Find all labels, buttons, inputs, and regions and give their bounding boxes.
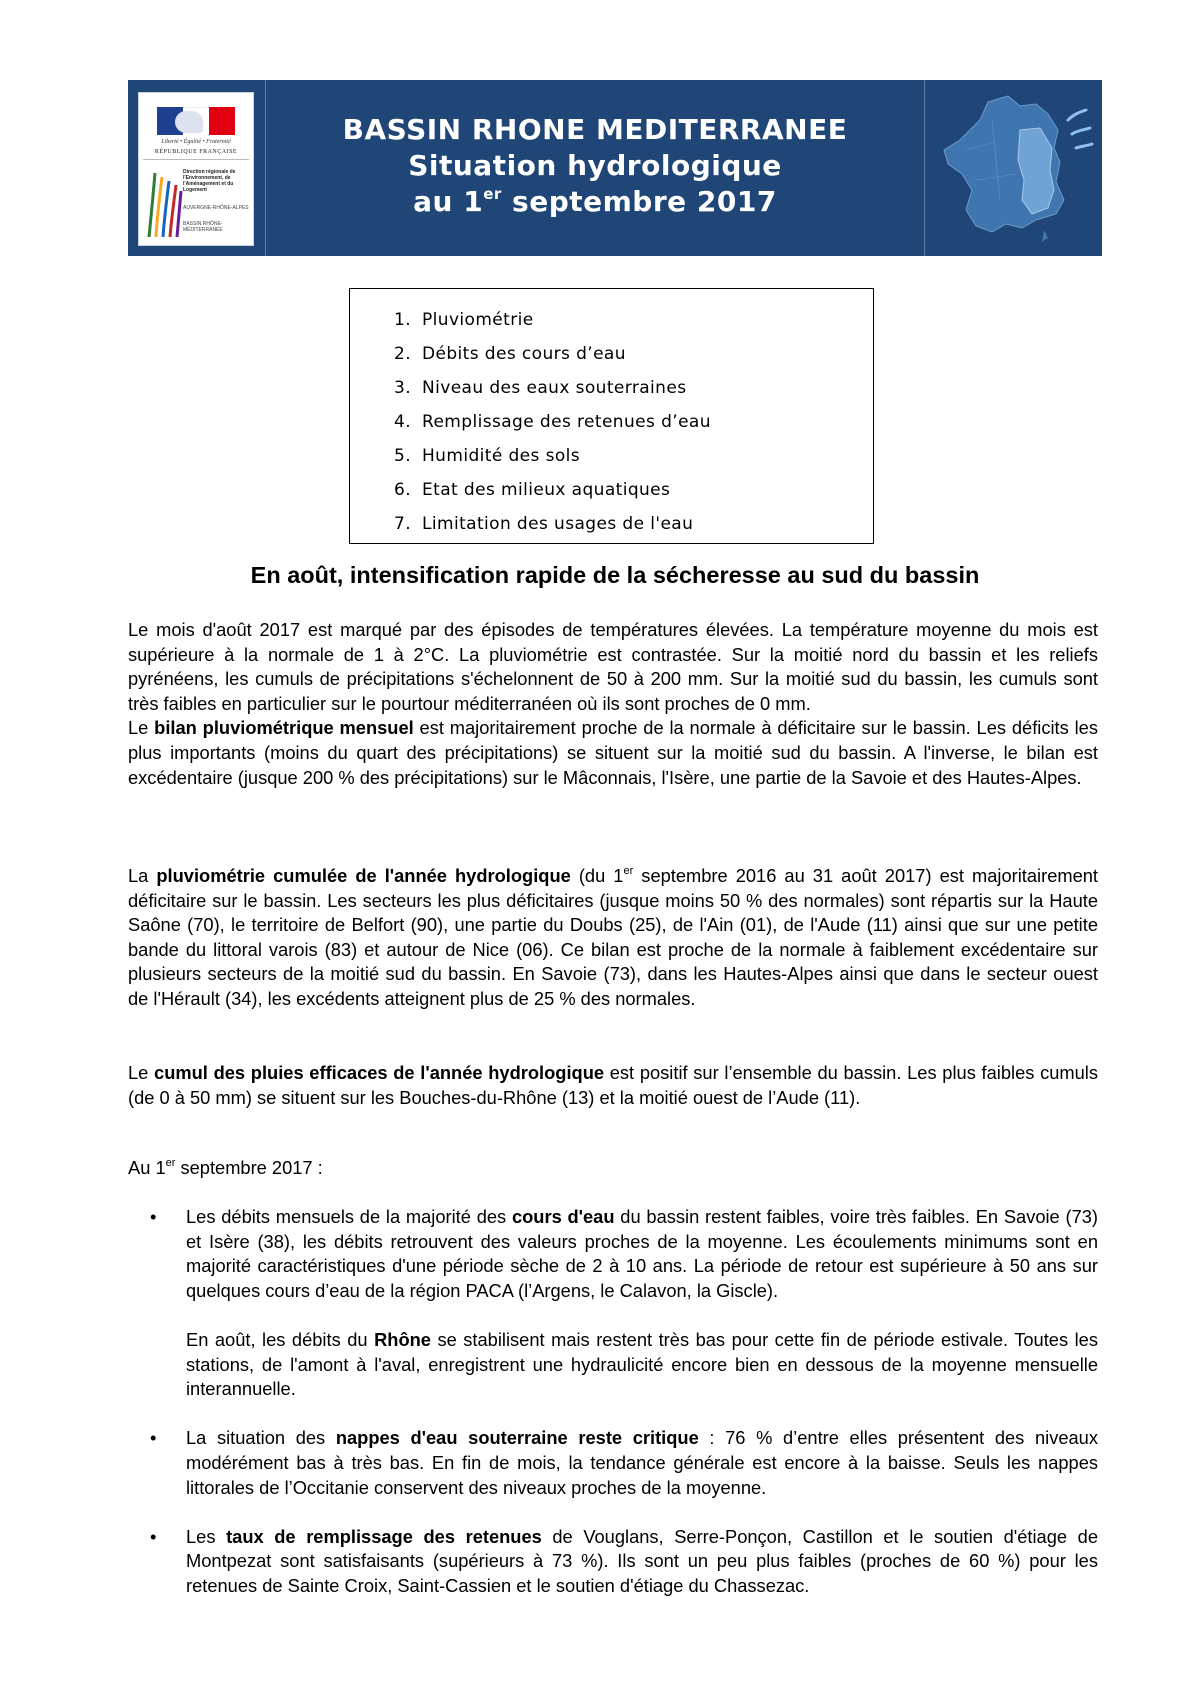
summary-item xyxy=(394,507,711,541)
summary-item-label: Limitation des usages de l'eau xyxy=(422,514,694,534)
title-line-3-sup: er xyxy=(483,185,502,203)
bullet-reservoirs-text xyxy=(186,1525,1098,1599)
p5-post: septembre 2017 : xyxy=(175,1157,323,1178)
summary-box xyxy=(349,288,874,544)
summary-item-number: 7. xyxy=(394,514,412,534)
b2-post: : 76 % d’entre elles présentent des niveaux modérément bas à très bas. En fin de mois, la tendance générale est encore à la baisse. Seuls les nappes littorales de l’Occitanie conservent des niveaux proches de la moyenne. xyxy=(186,1427,1098,1498)
p5-sup: er xyxy=(165,1157,176,1169)
p5-pre: Au 1 xyxy=(128,1157,166,1178)
p3-post: septembre 2016 au 31 août 2017) est majoritairement déficitaire sur le bassin. Les secteurs les plus déficitaires (jusque moins 50 % des normales) sont répartis sur la Haute Saône (70), le territoire de Belfort (90), une partie du Doubs (25), de l'Ain (01), de l'Aude (11) ainsi que sur une petite bande du littoral varois (83) et autour de Nice (06). Ce bilan est proche de la normale à faiblement excédentaire sur plusieurs secteurs de la moitié sud du bassin. En Savoie (73), dans les Hautes-Alpes ainsi que dans le secteur ouest de l'Hérault (34), les excédents atteignent plus de 25 % des normales. xyxy=(128,865,1099,1009)
logo-bassin-text: BASSIN RHÔNE-MÉDITERRANÉE xyxy=(183,221,223,233)
date-intro-block xyxy=(128,1156,1098,1181)
bullet-rhone-text xyxy=(186,1328,1098,1402)
summary-item xyxy=(394,337,711,371)
intro-paragraph-block xyxy=(128,618,1098,790)
bullet-list xyxy=(128,1205,1098,1599)
p3-mid: (du 1 xyxy=(570,865,624,886)
paragraph-date-intro xyxy=(128,1156,1098,1181)
summary-list xyxy=(394,303,711,541)
paragraph-weather: Le mois d'août 2017 est marqué par des épisodes de températures élevées. La température moyenne du mois est supérieure à la normale de 1 à 2°C. La pluviométrie est contrastée. Sur la moitié nord du bassin et les reliefs pyrénéens, les cumuls de précipitations s'échelonnent de 50 à 200 mm. Sur la moitié sud du bassin, les cumuls sont très faibles en particulier sur le pourtour méditerranéen où ils sont proches de 0 mm. xyxy=(128,619,1098,714)
title-line-2: Situation hydrologique xyxy=(408,149,782,182)
summary-item xyxy=(394,303,711,337)
logo-republic: RÉPUBLIQUE FRANÇAISE xyxy=(154,149,238,155)
p3-sup: er xyxy=(623,865,634,877)
b3-post: de Vouglans, Serre-Ponçon, Castillon et le soutien d'étiage de Montpezat sont satisfaisants (supérieurs à 73 %). Ils sont un peu plus faibles (proches de 60 %) pour les retenues de Sainte Croix, Saint-Cassien et le soutien d'étiage du Chassezac. xyxy=(186,1525,1098,1596)
logo-dreal-text: Direction régionale de l'Environnement, de l'Aménagement et du Logement xyxy=(183,169,236,193)
b1b-pre: En août, les débits du xyxy=(186,1328,375,1350)
summary-item-number: 6. xyxy=(394,480,412,500)
bullet-rivers-text xyxy=(186,1205,1098,1303)
p2-post: est majoritairement proche de la normale à déficitaire sur le bassin. Les déficits les plus importants (moins du quart des précipitations) se situent sur la moitié sud du bassin. A l'inverse, le bilan est excédentaire (jusque 200 % des précipitations) sur le Mâconnais, l'Isère, une partie de la Savoie et des Hautes-Alpes. xyxy=(128,717,1098,788)
bullet-symbol: • xyxy=(150,1206,157,1227)
marianne-icon xyxy=(175,111,203,133)
b2-pre: La situation des xyxy=(186,1427,336,1449)
summary-item-number: 3. xyxy=(394,378,412,398)
p3-bold: pluviométrie cumulée de l'année hydrologique xyxy=(156,865,571,886)
bullet-reservoirs xyxy=(128,1525,1098,1599)
title-line-3 xyxy=(266,184,924,220)
summary-item-label: Etat des milieux aquatiques xyxy=(422,480,671,500)
summary-item-number: 1. xyxy=(394,310,412,330)
bullet-symbol: • xyxy=(150,1525,157,1547)
summary-item-label: Débits des cours d’eau xyxy=(422,344,626,364)
summary-item xyxy=(394,405,711,439)
headline: En août, intensification rapide de la sécheresse au sud du bassin xyxy=(250,562,980,588)
p4-post: est positif sur l’ensemble du bassin. Les plus faibles cumuls (de 0 à 50 mm) se situent sur les Bouches-du-Rhône (13) et la moitié ouest de l’Aude (11). xyxy=(128,1062,1098,1108)
summary-item-label: Niveau des eaux souterraines xyxy=(422,378,687,398)
p2-bold: bilan pluviométrique mensuel xyxy=(154,717,414,739)
header-banner xyxy=(128,80,1102,256)
p4-bold: cumul des pluies efficaces de l'année hydrologique xyxy=(154,1062,605,1083)
bullet-groundwater xyxy=(128,1426,1098,1500)
summary-item-label: Remplissage des retenues d’eau xyxy=(422,412,711,432)
banner-separator-right xyxy=(924,80,925,256)
b1-bold: cours d'eau xyxy=(511,1206,615,1227)
summary-item xyxy=(394,439,711,473)
logo-motto: Liberté • Égalité • Fraternité xyxy=(161,139,231,145)
summary-item xyxy=(394,371,711,405)
b1-post: du bassin restent faibles, voire très faibles. En Savoie (73) et Isère (38), les débits retrouvent des valeurs proches de la moyenne. Les écoulements minimums sont en majorité caractéristiques d'une période sèche de 2 à 10 ans. La période de retour est supérieure à 50 ans sur quelques cours d’eau de la région PACA (l’Argens, le Calavon, la Giscle). xyxy=(186,1206,1099,1301)
page-title xyxy=(266,112,924,220)
b1-pre: Les débits mensuels de la majorité des xyxy=(186,1206,512,1227)
paragraph-cumulative-rainfall xyxy=(128,864,1098,1012)
b1b-post: se stabilisent mais restent très bas pour cette fin de période estivale. Toutes les stations, de l'amont à l'aval, enregistrent une hydraulicité encore bien en dessous de la moyenne mensuelle interannuelle. xyxy=(186,1328,1098,1400)
summary-item-number: 2. xyxy=(394,344,412,364)
bullet-rivers xyxy=(128,1205,1098,1402)
summary-item-label: Humidité des sols xyxy=(422,446,581,466)
title-line-3-pre: au 1 xyxy=(413,185,484,218)
flag-red-band xyxy=(209,107,235,135)
paragraph-monthly-balance xyxy=(128,716,1098,790)
p4-pre: Le xyxy=(128,1062,155,1083)
b1b-bold: Rhône xyxy=(374,1328,431,1350)
france-basin-map-icon xyxy=(936,90,1096,246)
summary-item-number: 5. xyxy=(394,446,412,466)
p3-pre: La xyxy=(128,865,157,886)
bullet-symbol: • xyxy=(150,1427,157,1449)
b2-bold: nappes d'eau souterraine reste critique xyxy=(335,1427,699,1449)
effective-rain-block xyxy=(128,1061,1098,1110)
logo-region-text: AUVERGNE-RHÔNE-ALPES xyxy=(183,205,249,211)
dreal-strokes-icon xyxy=(145,167,185,239)
government-logo xyxy=(138,92,254,246)
summary-item-label: Pluviométrie xyxy=(422,310,534,330)
bullet-groundwater-text xyxy=(186,1426,1098,1500)
p2-pre: Le xyxy=(128,717,155,739)
paragraph-effective-rain xyxy=(128,1061,1098,1110)
title-line-3-post: septembre 2017 xyxy=(501,185,777,218)
summary-item xyxy=(394,473,711,507)
cumulative-rainfall-block xyxy=(128,864,1098,1012)
b3-pre: Les xyxy=(186,1525,227,1547)
title-line-1: BASSIN RHONE MEDITERRANEE xyxy=(342,113,848,146)
summary-item-number: 4. xyxy=(394,412,412,432)
b3-bold: taux de remplissage des retenues xyxy=(226,1525,542,1547)
logo-divider xyxy=(143,159,249,160)
